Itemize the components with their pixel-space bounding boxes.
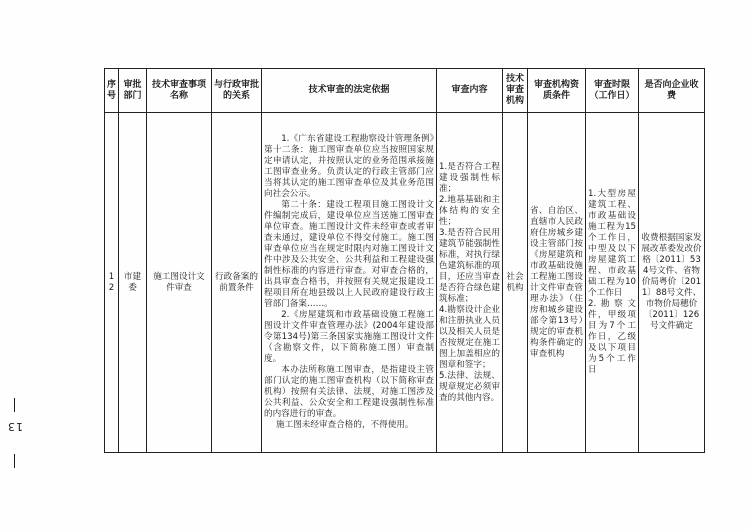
qualification-text: 省、自治区、直辖市人民政府住房城乡建设主管部门按《房屋建筑和市政基础设施工程施工图设计文件审查管理办法》（住房和城乡建设部令第13号）规定的审查机构条件确定的审查机构 <box>530 205 583 359</box>
header-time-limit: 审查时限（工作日） <box>586 69 639 113</box>
basis-paragraph: 施工图未经审查合格的，不得使用。 <box>276 420 414 430</box>
cell-time-limit <box>586 113 639 453</box>
cell-basis <box>262 113 437 453</box>
content-item: 5.法律、法规、规章规定必须审查的其他内容。 <box>439 370 500 403</box>
header-relation: 与行政审批的关系 <box>212 69 262 113</box>
header-seq: 序号 <box>105 69 119 113</box>
table-row <box>105 113 705 453</box>
cell-item: 施工图设计文件审查 <box>147 113 212 453</box>
header-row <box>105 69 705 113</box>
header-agency: 技术审查机构 <box>503 69 528 113</box>
time-limit-item: 1.大型房屋建筑工程、市政基础设施工程为15个工作日，中型及以下房屋建筑工程、市政基础工程为10个工作日 <box>588 189 636 298</box>
content-item: 1.是否符合工程建设强制性标准； <box>439 161 500 194</box>
cell-agency: 社会机构 <box>503 113 528 453</box>
page-number <box>8 398 22 468</box>
page-number-dash-top <box>14 398 15 412</box>
header-qualification: 审查机构资质条件 <box>528 69 586 113</box>
content-item: 4.勘察设计企业和注册执业人员以及相关人员是否按规定在施工图上加盖相应的图章和签字； <box>439 304 500 370</box>
cell-qualification <box>528 113 586 453</box>
basis-paragraph: 1.《广东省建设工程勘察设计管理条例》第十二条：施工图审查单位应当按照国家规定申请认定，并按照认定的业务范围承接施工图审查业务。负责认定的行政主管部门应当将其认定的施工图审查单位及其业务范围向社会公示。 <box>264 134 434 199</box>
header-fee: 是否向企业收费 <box>639 69 705 113</box>
basis-paragraph: 第二十条：建设工程项目施工图设计文件编制完成后，建设单位应当送施工图审查单位审查。施工图设计文件未经审查或者审查未通过，建设单位不得交付施工。施工图审查单位应当在规定时限内对施工图设计文件中涉及公共安全、公共利益和工程建设强制性标准的内容进行审查。对审查合格的，出具审查合格书，并按照有关规定报建设工程项目所在地县级以上人民政府建设行政主管部门备案……。 <box>264 200 434 309</box>
review-items-table <box>104 68 705 453</box>
header-basis: 技术审查的法定依据 <box>262 69 437 113</box>
page-number-dash-bottom <box>14 454 15 468</box>
cell-relation: 行政备案的前置条件 <box>212 113 262 453</box>
cell-fee: 收费根据国家发展改革委发改价格〔2011〕534号文件、省物价局粤价〔2011〕88号文件、市物价局穗价〔2011〕126号文件确定 <box>639 113 705 453</box>
header-dept: 审批部门 <box>119 69 147 113</box>
page-number-text: 13 <box>7 420 23 433</box>
content-item: 3.是否符合民用建筑节能强制性标准，对执行绿色建筑标准的项目，还应当审查是否符合绿色建筑标准； <box>439 227 500 304</box>
header-item: 技术审查事项名称 <box>147 69 212 113</box>
basis-paragraph: 2.《房屋建筑和市政基础设施工程施工图设计文件审查管理办法》(2004年建设部令第134号)第三条国家实施施工图设计文件（含勘察文件，以下简称施工图）审查制度。 <box>264 310 434 364</box>
basis-paragraph: 本办法所称施工图审查，是指建设主管部门认定的施工图审查机构（以下简称审查机构）按照有关法律、法规，对施工图涉及公共利益、公众安全和工程建设强制性标准的内容进行的审查。 <box>264 365 434 419</box>
time-limit-item: 2.勘察文件，甲级项目为7个工作日，乙级及以下项目为5个工作日 <box>588 299 636 375</box>
cell-dept: 市建委 <box>119 113 147 453</box>
content-item: 2.地基基础和主体结构的安全性； <box>439 194 500 227</box>
cell-seq: 12 <box>105 113 119 453</box>
cell-content <box>437 113 503 453</box>
header-content: 审查内容 <box>437 69 503 113</box>
